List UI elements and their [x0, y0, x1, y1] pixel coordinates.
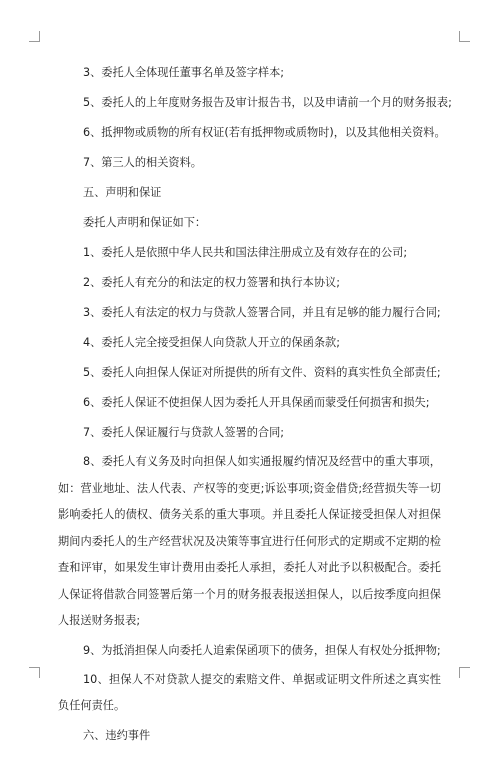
paragraph: 2、委托人有充分的和法定的权力签署和执行本协议;	[83, 276, 341, 289]
paragraph: 8、委托人有义务及时向担保人如实通报履约情况及经营中的重大事项，如：营业地址、法人代表、产权等的变更;诉讼事项;资金借贷;经营损失等一切影响委托人的债权、债务关系的重大事项。并且委托人保证接受担保人对担保期间内委托人的生产经营状况及决策等事宜进行任何形式的定期或不定期的检查和评审，如果发生审计费用由委托人承担，委托人对此予以积极配合。委托人保证将借款合同签署后第一个月的财务报表报送担保人，以后按季度向担保人报送财务报表;	[58, 455, 441, 627]
paragraph: 10、担保人不对贷款人提交的索赔文件、单据或证明文件所述之真实性负任何责任。	[58, 672, 441, 712]
paragraph: 委托人声明和保证如下：	[83, 216, 207, 229]
section-heading: 五、声明和保证	[83, 186, 162, 199]
paragraph: 9、为抵消担保人向委托人追索保函项下的债务，担保人有权处分抵押物;	[83, 643, 441, 657]
paragraph: 7、第三人的相关资料。	[83, 156, 202, 169]
crop-mark-bottom-right	[459, 667, 470, 678]
paragraph: 6、抵押物或质物的所有权证(若有抵押物或质物时)，以及其他相关资料。	[83, 126, 446, 139]
paragraph: 1、委托人是依照中华人民共和国法律注册成立及有效存在的公司;	[83, 246, 408, 259]
crop-mark-top-left	[29, 31, 40, 42]
paragraph: 3、委托人全体现任董事名单及签字样本;	[83, 66, 285, 79]
paragraph: 7、委托人保证履行与贷款人签署的合同;	[83, 426, 285, 439]
crop-mark-bottom-left	[29, 667, 40, 678]
crop-mark-top-right	[459, 31, 470, 42]
paragraph: 3、委托人有法定的权力与贷款人签署合同，并且有足够的能力履行合同;	[83, 306, 441, 319]
document-body	[58, 64, 452, 757]
section-heading: 六、违约事件	[83, 728, 151, 742]
paragraph: 5、委托人向担保人保证对所提供的所有文件、资料的真实性负全部责任;	[83, 366, 441, 379]
paragraph: 5、委托人的上年度财务报告及审计报告书，以及申请前一个月的财务报表;	[83, 96, 452, 109]
paragraph: 4、委托人完全接受担保人向贷款人开立的保函条款;	[83, 336, 341, 349]
paragraph: 6、委托人保证不使担保人因为委托人开具保函而蒙受任何损害和损失;	[83, 396, 430, 409]
